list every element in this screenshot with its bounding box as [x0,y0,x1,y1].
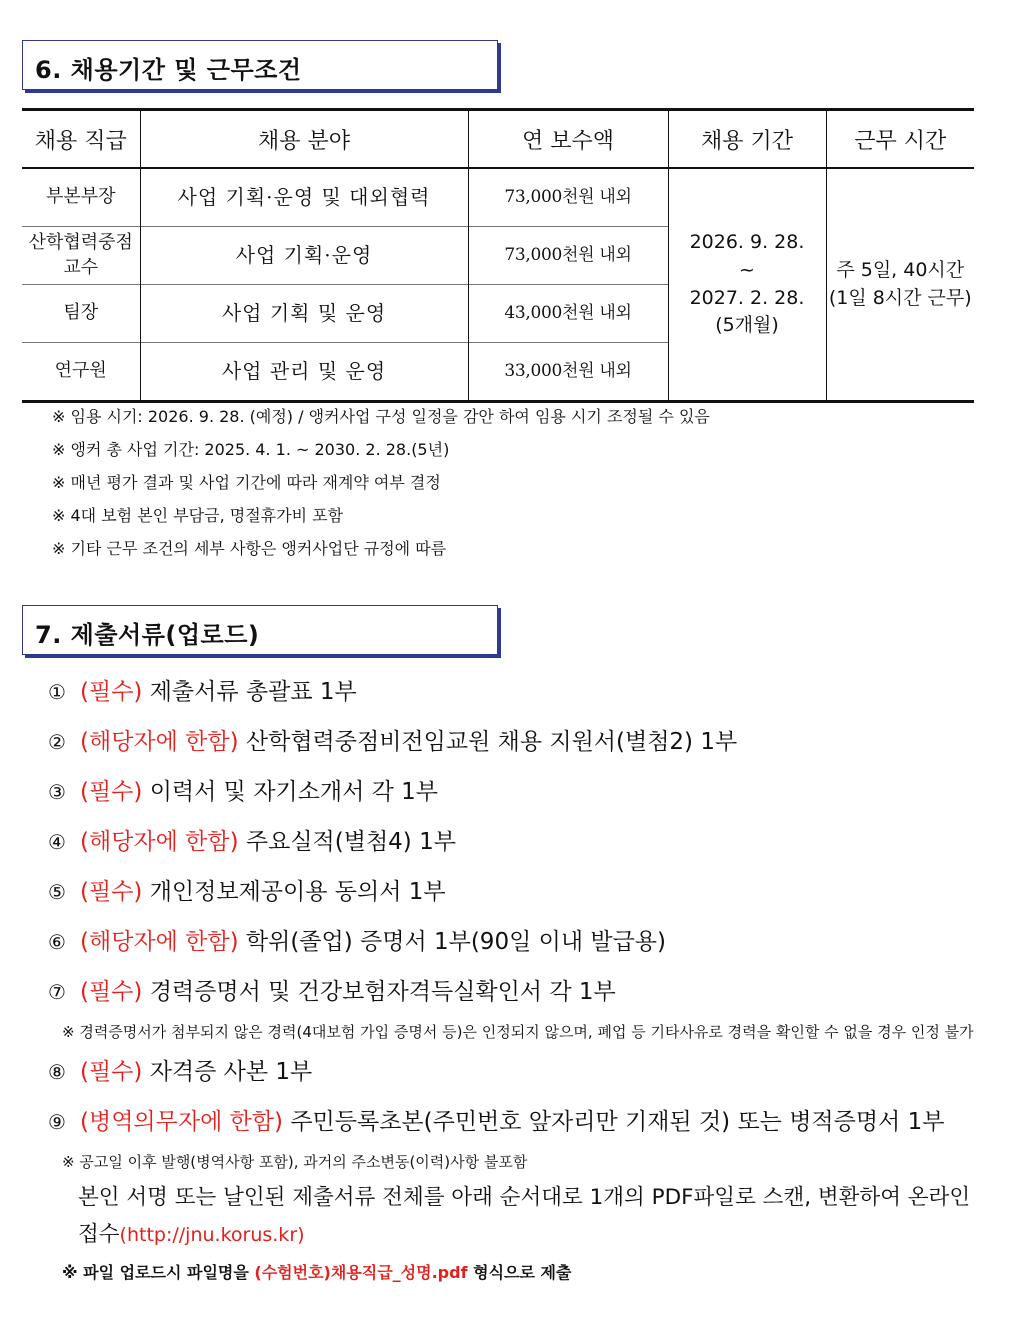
field-cell: 사업 기획 및 운영 [140,285,468,343]
pay-cell: 33,000천원 내외 [468,343,668,402]
item-text: 학위(졸업) 증명서 1부(90일 이내 발급용) [238,929,666,955]
list-item [48,1097,988,1147]
item-number: ⑥ [48,930,66,954]
item-number: ③ [48,780,66,804]
list-item [48,867,988,917]
section-6-title: 6. 채용기간 및 근무조건 [35,56,302,84]
position-cell: 연구원 [22,343,140,402]
item-number: ④ [48,830,66,854]
period-months: (5개월) [715,314,779,337]
period-end: 2027. 2. 28. [689,286,805,309]
item-text: 산학협력중점비전임교원 채용 지원서(별첨2) 1부 [238,729,738,755]
header-position: 채용 직급 [22,110,140,169]
note-project-period: ※ 앵커 총 사업 기간: 2025. 4. 1. ~ 2030. 2. 28.(5년) [52,440,450,459]
item-text: 주요실적(별첨4) 1부 [238,829,456,855]
header-pay: 연 보수액 [468,110,668,169]
period-cell [668,168,826,402]
item-tag: (필수) [80,1059,143,1085]
item-tag: (필수) [80,779,143,805]
item-number: ⑧ [48,1060,66,1084]
item-tag: (해당자에 한함) [80,729,239,755]
field-cell: 사업 기획·운영 [140,227,468,285]
note-appointment: ※ 임용 시기: 2026. 9. 28. (예정) / 앵커사업 구성 일정을 감안 하여 임용 시기 조정될 수 있음 [52,407,710,426]
note-other: ※ 기타 근무 조건의 세부 사항은 앵커사업단 규정에 따름 [52,539,447,558]
employment-conditions-table [22,108,974,403]
field-cell: 사업 관리 및 운영 [140,343,468,402]
list-item [48,967,988,1017]
list-item [48,1047,988,1097]
header-period: 채용 기간 [668,110,826,169]
position-cell: 부본부장 [22,168,140,227]
item-tag: (해당자에 한함) [80,929,239,955]
table-row [22,168,974,227]
hours-cell [826,168,974,402]
filename-note-prefix: ※ 파일 업로드시 파일명을 [62,1263,255,1282]
period-tilde: ~ [739,258,755,281]
note-insurance: ※ 4대 보험 본인 부담금, 명절휴가비 포함 [52,506,344,525]
item-text: 주민등록초본(주민번호 앞자리만 기재된 것) 또는 병적증명서 1부 [283,1109,945,1135]
submission-instructions [78,1179,988,1254]
hours-line1: 주 5일, 40시간 [836,258,965,281]
pay-cell: 73,000천원 내외 [468,227,668,285]
list-item [48,717,988,767]
filename-format: (수험번호)채용직급_성명.pdf [254,1263,468,1282]
item-number: ② [48,730,66,754]
section-7-title: 7. 제출서류(업로드) [35,621,260,649]
section-6-header [22,40,498,90]
item-text: 자격증 사본 1부 [142,1059,313,1085]
pay-cell: 43,000천원 내외 [468,285,668,343]
item-text: 경력증명서 및 건강보험자격득실확인서 각 1부 [142,979,616,1005]
header-hours: 근무 시간 [826,110,974,169]
item-number: ① [48,680,66,704]
section-6-notes [52,400,710,565]
submission-link[interactable]: (http://jnu.korus.kr) [119,1224,305,1246]
header-field: 채용 분야 [140,110,468,169]
field-cell: 사업 기획·운영 및 대외협력 [140,168,468,227]
item-tag: (필수) [80,679,143,705]
hours-line2: (1일 8시간 근무) [828,286,972,309]
item-tag: (해당자에 한함) [80,829,239,855]
list-item [48,667,988,717]
item-number: ⑤ [48,880,66,904]
military-note: ※ 공고일 이후 발행(병역사항 포함), 과거의 주소변동(이력)사항 불포함 [62,1153,528,1171]
list-item [48,917,988,967]
item-number: ⑨ [48,1110,66,1134]
table-header-row [22,110,974,169]
item-tag: (필수) [80,979,143,1005]
item-tag: (병역의무자에 한함) [80,1109,284,1135]
pay-cell: 73,000천원 내외 [468,168,668,227]
position-cell: 팀장 [22,285,140,343]
submission-text: 본인 서명 또는 날인된 제출서류 전체를 아래 순서대로 1개의 PDF파일로 스캔, 변환하여 온라인 접수 [78,1185,971,1247]
filename-note [62,1260,988,1283]
filename-note-suffix: 형식으로 제출 [467,1263,572,1282]
period-start: 2026. 9. 28. [689,231,805,254]
list-item [48,817,988,867]
document-list [48,667,988,1283]
career-note: ※ 경력증명서가 첨부되지 않은 경력(4대보험 가입 증명서 등)은 인정되지 않으며, 폐업 등 기타사유로 경력을 확인할 수 없을 경우 인정 불가 [62,1023,974,1041]
note-renewal: ※ 매년 평가 결과 및 사업 기간에 따라 재계약 여부 결정 [52,473,441,492]
list-item [48,767,988,817]
item-text: 제출서류 총괄표 1부 [142,679,357,705]
item-text: 개인정보제공이용 동의서 1부 [142,879,446,905]
item-tag: (필수) [80,879,143,905]
item-number: ⑦ [48,980,66,1004]
section-7-header [22,605,498,655]
position-cell: 산학협력중점 교수 [22,227,140,285]
item-text: 이력서 및 자기소개서 각 1부 [142,779,438,805]
